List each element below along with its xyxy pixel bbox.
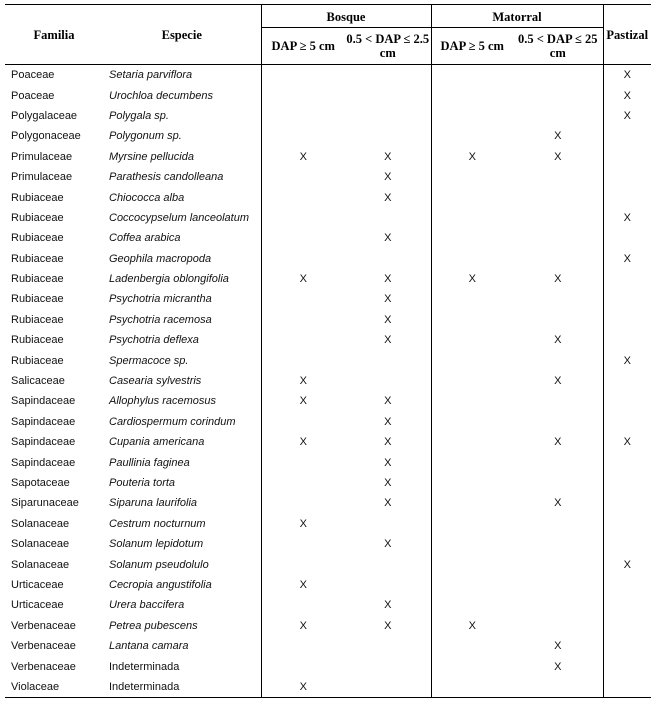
cell-matorral-dap-large [431, 65, 513, 86]
cell-bosque-dap-small [345, 126, 431, 146]
cell-pastizal [603, 228, 651, 248]
cell-matorral-dap-large [431, 228, 513, 248]
cell-pastizal [603, 187, 651, 207]
cell-especie: Psychotria deflexa [109, 334, 199, 347]
cell-bosque-dap-large [261, 167, 345, 187]
cell-bosque-dap-small [345, 371, 431, 391]
cell-pastizal [603, 656, 651, 676]
table-row [5, 147, 651, 167]
table-row [5, 371, 651, 391]
cell-especie: Psychotria micrantha [109, 293, 212, 306]
cell-matorral-dap-small: X [554, 497, 562, 510]
cell-matorral-dap-large [431, 636, 513, 656]
cell-matorral-dap-small [513, 289, 603, 309]
cell-familia: Polygonaceae [11, 130, 81, 143]
cell-bosque-dap-large [261, 65, 345, 86]
cell-pastizal [603, 636, 651, 656]
cell-matorral-dap-large [431, 514, 513, 534]
cell-pastizal: X [603, 249, 651, 269]
cell-bosque-dap-large [261, 228, 345, 248]
cell-bosque-dap-large [261, 412, 345, 432]
cell-familia: Primulaceae [11, 150, 73, 163]
cell-matorral-dap-small [513, 554, 603, 574]
cell-matorral-dap-large [431, 534, 513, 554]
cell-matorral-dap-small: X [554, 334, 562, 347]
cell-familia: Poaceae [11, 69, 55, 82]
cell-familia: Rubiaceae [11, 293, 64, 306]
cell-bosque-dap-large: X [261, 575, 345, 595]
cell-familia: Violaceae [5, 677, 103, 698]
cell-especie: Siparuna laurifolia [109, 497, 198, 510]
header-matorral-dap-large: DAP ≥ 5 cm [431, 28, 513, 65]
cell-especie: Myrsine pellucida [109, 150, 194, 163]
table-row [5, 228, 651, 248]
cell-pastizal: X [603, 554, 651, 574]
cell-bosque-dap-large [261, 187, 345, 207]
cell-matorral-dap-large: X [431, 616, 513, 636]
cell-familia: Sapindaceae [11, 456, 76, 469]
cell-pastizal [603, 452, 651, 472]
cell-matorral-dap-large [431, 106, 513, 126]
cell-bosque-dap-large [261, 554, 345, 574]
cell-pastizal [603, 391, 651, 411]
cell-bosque-dap-small: X [384, 313, 392, 326]
cell-especie: Polygala sp. [109, 109, 169, 122]
cell-matorral-dap-small [513, 106, 603, 126]
cell-matorral-dap-small: X [554, 436, 562, 449]
cell-familia: Solanaceae [11, 517, 70, 530]
cell-familia: Rubiaceae [11, 313, 64, 326]
cell-bosque-dap-large [261, 452, 345, 472]
cell-bosque-dap-small: X [384, 477, 392, 489]
table-row [5, 452, 651, 472]
cell-matorral-dap-large [431, 249, 513, 269]
cell-pastizal [603, 126, 651, 146]
cell-especie: Geophila macropoda [109, 252, 212, 265]
cell-especie: Cardiospermum corindum [109, 415, 236, 428]
cell-matorral-dap-large [431, 554, 513, 574]
cell-bosque-dap-small [345, 677, 431, 698]
table-row [5, 167, 651, 187]
cell-matorral-dap-small: X [554, 640, 562, 653]
cell-matorral-dap-large: X [431, 147, 513, 167]
header-familia: Familia [5, 5, 103, 65]
cell-especie: Solanum lepidotum [109, 538, 204, 551]
cell-matorral-dap-small: X [554, 273, 562, 286]
cell-familia: Verbenaceae [11, 640, 76, 653]
cell-matorral-dap-small [513, 187, 603, 207]
cell-pastizal [603, 677, 651, 698]
cell-especie: Indeterminada [103, 677, 261, 698]
cell-pastizal [603, 269, 651, 289]
cell-bosque-dap-small: X [384, 599, 392, 612]
cell-pastizal [603, 473, 651, 493]
cell-matorral-dap-small [513, 575, 603, 595]
cell-matorral-dap-large [431, 167, 513, 187]
cell-matorral-dap-small [513, 350, 603, 370]
cell-familia: Poaceae [11, 89, 55, 102]
header-bosque: Bosque [261, 5, 431, 28]
cell-especie: Ladenbergia oblongifolia [109, 273, 229, 286]
cell-especie: Polygonum sp. [109, 130, 182, 143]
cell-especie: Allophylus racemosus [109, 395, 216, 408]
cell-especie: Pouteria torta [109, 477, 176, 489]
cell-bosque-dap-small [345, 514, 431, 534]
cell-matorral-dap-large [431, 575, 513, 595]
cell-matorral-dap-small: X [554, 150, 562, 163]
cell-bosque-dap-large: X [261, 147, 345, 167]
cell-especie: Cupania americana [109, 436, 205, 449]
cell-bosque-dap-small [345, 350, 431, 370]
cell-familia: Salicaceae [11, 375, 65, 388]
cell-familia: Rubiaceae [11, 211, 64, 224]
cell-matorral-dap-large [431, 473, 513, 493]
cell-especie: Coffea arabica [109, 232, 181, 245]
cell-pastizal [603, 371, 651, 391]
cell-especie: Cecropia angustifolia [109, 578, 212, 591]
table-row [5, 126, 651, 146]
cell-matorral-dap-large [431, 595, 513, 615]
table-row [5, 187, 651, 207]
cell-bosque-dap-large [261, 289, 345, 309]
cell-matorral-dap-large [431, 371, 513, 391]
cell-matorral-dap-small [513, 65, 603, 86]
cell-bosque-dap-large [261, 208, 345, 228]
table-row [5, 554, 651, 574]
cell-especie: Indeterminada [109, 660, 180, 673]
cell-bosque-dap-small [345, 249, 431, 269]
cell-bosque-dap-small [345, 636, 431, 656]
cell-bosque-dap-large [261, 534, 345, 554]
cell-pastizal [603, 330, 651, 350]
cell-familia: Rubiaceae [11, 191, 64, 204]
cell-bosque-dap-small [345, 208, 431, 228]
cell-matorral-dap-large [431, 350, 513, 370]
cell-bosque-dap-small [345, 65, 431, 86]
cell-bosque-dap-small: X [384, 191, 392, 204]
cell-matorral-dap-small: X [554, 375, 562, 388]
cell-familia: Solanaceae [11, 538, 70, 551]
cell-especie: Spermacoce sp. [109, 354, 189, 367]
cell-matorral-dap-small [513, 595, 603, 615]
cell-matorral-dap-small [513, 249, 603, 269]
table-row [5, 391, 651, 411]
cell-bosque-dap-large [261, 595, 345, 615]
cell-especie: Casearia sylvestris [109, 375, 202, 388]
cell-matorral-dap-small [513, 208, 603, 228]
cell-matorral-dap-large [431, 391, 513, 411]
cell-especie: Paullinia faginea [109, 456, 190, 469]
cell-familia: Sapindaceae [11, 436, 76, 449]
cell-bosque-dap-large: X [261, 677, 345, 698]
cell-matorral-dap-small: X [554, 130, 562, 143]
table-row [5, 106, 651, 126]
cell-matorral-dap-small [513, 391, 603, 411]
table-row [5, 575, 651, 595]
cell-bosque-dap-large [261, 106, 345, 126]
table-row [5, 473, 651, 493]
species-table-container [5, 4, 651, 698]
table-row [5, 493, 651, 513]
cell-pastizal [603, 616, 651, 636]
table-row [5, 330, 651, 350]
cell-matorral-dap-small [513, 473, 603, 493]
cell-pastizal [603, 289, 651, 309]
cell-bosque-dap-large [261, 126, 345, 146]
cell-bosque-dap-small: X [384, 619, 392, 632]
cell-bosque-dap-small: X [384, 538, 392, 551]
header-bosque-dap-small: 0.5 < DAP ≤ 2.5 cm [345, 28, 431, 65]
cell-especie: Chiococca alba [109, 191, 185, 204]
cell-pastizal [603, 412, 651, 432]
cell-familia: Sapindaceae [11, 415, 76, 428]
cell-matorral-dap-small [513, 534, 603, 554]
cell-familia: Sapindaceae [11, 395, 76, 408]
cell-familia: Urticaceae [11, 599, 64, 612]
table-row [5, 677, 651, 698]
table-row [5, 85, 651, 105]
header-matorral: Matorral [431, 5, 603, 28]
cell-bosque-dap-large: X [261, 371, 345, 391]
table-row [5, 534, 651, 554]
cell-bosque-dap-small [345, 554, 431, 574]
cell-especie: Lantana camara [109, 640, 189, 653]
cell-bosque-dap-large [261, 473, 345, 493]
cell-pastizal: X [603, 350, 651, 370]
cell-bosque-dap-small: X [384, 273, 392, 286]
cell-bosque-dap-small: X [384, 171, 392, 184]
cell-bosque-dap-large [261, 656, 345, 676]
header-pastizal: Pastizal [603, 5, 651, 65]
header-matorral-dap-small: 0.5 < DAP ≤ 25 cm [513, 28, 603, 65]
cell-bosque-dap-small: X [384, 334, 392, 347]
cell-bosque-dap-small [345, 656, 431, 676]
table-header [5, 5, 651, 65]
cell-bosque-dap-large: X [261, 269, 345, 289]
cell-matorral-dap-small [513, 616, 603, 636]
cell-matorral-dap-small [513, 228, 603, 248]
cell-matorral-dap-large [431, 412, 513, 432]
cell-matorral-dap-large [431, 289, 513, 309]
cell-especie: Psychotria racemosa [109, 313, 212, 326]
cell-matorral-dap-small [513, 452, 603, 472]
cell-bosque-dap-small [345, 85, 431, 105]
cell-bosque-dap-large [261, 85, 345, 105]
table-row [5, 636, 651, 656]
cell-familia: Solanaceae [11, 558, 70, 571]
species-table [5, 4, 651, 698]
cell-pastizal: X [603, 106, 651, 126]
table-row [5, 249, 651, 269]
cell-especie: Coccocypselum lanceolatum [109, 211, 250, 224]
cell-familia: Urticaceae [11, 578, 64, 591]
table-row [5, 616, 651, 636]
cell-bosque-dap-large: X [261, 432, 345, 452]
cell-bosque-dap-large: X [261, 514, 345, 534]
cell-pastizal [603, 534, 651, 554]
cell-pastizal: X [603, 208, 651, 228]
cell-matorral-dap-large [431, 493, 513, 513]
cell-pastizal [603, 575, 651, 595]
cell-matorral-dap-small [513, 514, 603, 534]
cell-pastizal: X [603, 432, 651, 452]
table-row [5, 412, 651, 432]
cell-matorral-dap-small: X [554, 660, 562, 673]
cell-matorral-dap-small [513, 167, 603, 187]
cell-bosque-dap-small: X [384, 232, 392, 245]
cell-matorral-dap-large [431, 677, 513, 698]
cell-matorral-dap-large [431, 452, 513, 472]
header-especie: Especie [103, 5, 261, 65]
cell-familia: Verbenaceae [11, 619, 76, 632]
cell-matorral-dap-large [431, 187, 513, 207]
table-row [5, 432, 651, 452]
cell-bosque-dap-small: X [384, 497, 392, 510]
cell-bosque-dap-large [261, 493, 345, 513]
cell-matorral-dap-large [431, 656, 513, 676]
cell-matorral-dap-large [431, 126, 513, 146]
cell-bosque-dap-large [261, 636, 345, 656]
cell-pastizal: X [603, 85, 651, 105]
cell-bosque-dap-small: X [384, 395, 392, 408]
cell-especie: Urochloa decumbens [109, 89, 213, 102]
cell-bosque-dap-large: X [261, 616, 345, 636]
cell-bosque-dap-large [261, 350, 345, 370]
cell-bosque-dap-small [345, 575, 431, 595]
cell-familia: Rubiaceae [11, 252, 64, 265]
table-row [5, 350, 651, 370]
header-bosque-dap-large: DAP ≥ 5 cm [261, 28, 345, 65]
cell-matorral-dap-small [513, 85, 603, 105]
cell-especie: Urera baccifera [109, 599, 185, 612]
cell-bosque-dap-small: X [384, 415, 392, 428]
cell-matorral-dap-large [431, 85, 513, 105]
cell-pastizal [603, 167, 651, 187]
cell-especie: Setaria parviflora [109, 69, 193, 82]
cell-familia: Siparunaceae [11, 497, 79, 510]
table-row [5, 656, 651, 676]
cell-matorral-dap-large: X [431, 269, 513, 289]
cell-matorral-dap-large [431, 432, 513, 452]
table-row [5, 65, 651, 86]
cell-especie: Cestrum nocturnum [109, 517, 206, 530]
cell-familia: Verbenaceae [11, 660, 76, 673]
cell-pastizal [603, 514, 651, 534]
cell-pastizal [603, 595, 651, 615]
cell-bosque-dap-small [345, 106, 431, 126]
cell-bosque-dap-small: X [384, 150, 392, 163]
cell-familia: Polygalaceae [11, 109, 78, 122]
table-row [5, 208, 651, 228]
cell-bosque-dap-large [261, 249, 345, 269]
cell-bosque-dap-large [261, 330, 345, 350]
cell-pastizal [603, 147, 651, 167]
cell-familia: Rubiaceae [11, 232, 64, 245]
table-row [5, 269, 651, 289]
table-body [5, 65, 651, 698]
table-row [5, 289, 651, 309]
table-row [5, 595, 651, 615]
cell-bosque-dap-small: X [384, 293, 392, 306]
cell-bosque-dap-large [261, 310, 345, 330]
cell-familia: Rubiaceae [11, 334, 64, 347]
cell-familia: Sapotaceae [11, 477, 70, 489]
cell-matorral-dap-small [513, 310, 603, 330]
cell-familia: Primulaceae [11, 171, 73, 184]
cell-pastizal: X [603, 65, 651, 86]
cell-familia: Rubiaceae [11, 273, 64, 286]
cell-matorral-dap-small [513, 412, 603, 432]
cell-pastizal [603, 310, 651, 330]
cell-matorral-dap-large [431, 208, 513, 228]
cell-especie: Solanum pseudolulo [109, 558, 209, 571]
cell-pastizal [603, 493, 651, 513]
cell-especie: Petrea pubescens [109, 619, 198, 632]
cell-especie: Parathesis candolleana [109, 171, 224, 184]
cell-bosque-dap-large: X [261, 391, 345, 411]
cell-bosque-dap-small: X [384, 456, 392, 469]
cell-matorral-dap-large [431, 310, 513, 330]
cell-matorral-dap-large [431, 330, 513, 350]
cell-familia: Rubiaceae [11, 354, 64, 367]
table-row [5, 310, 651, 330]
cell-bosque-dap-small: X [384, 436, 392, 449]
table-row [5, 514, 651, 534]
cell-matorral-dap-small [513, 677, 603, 698]
